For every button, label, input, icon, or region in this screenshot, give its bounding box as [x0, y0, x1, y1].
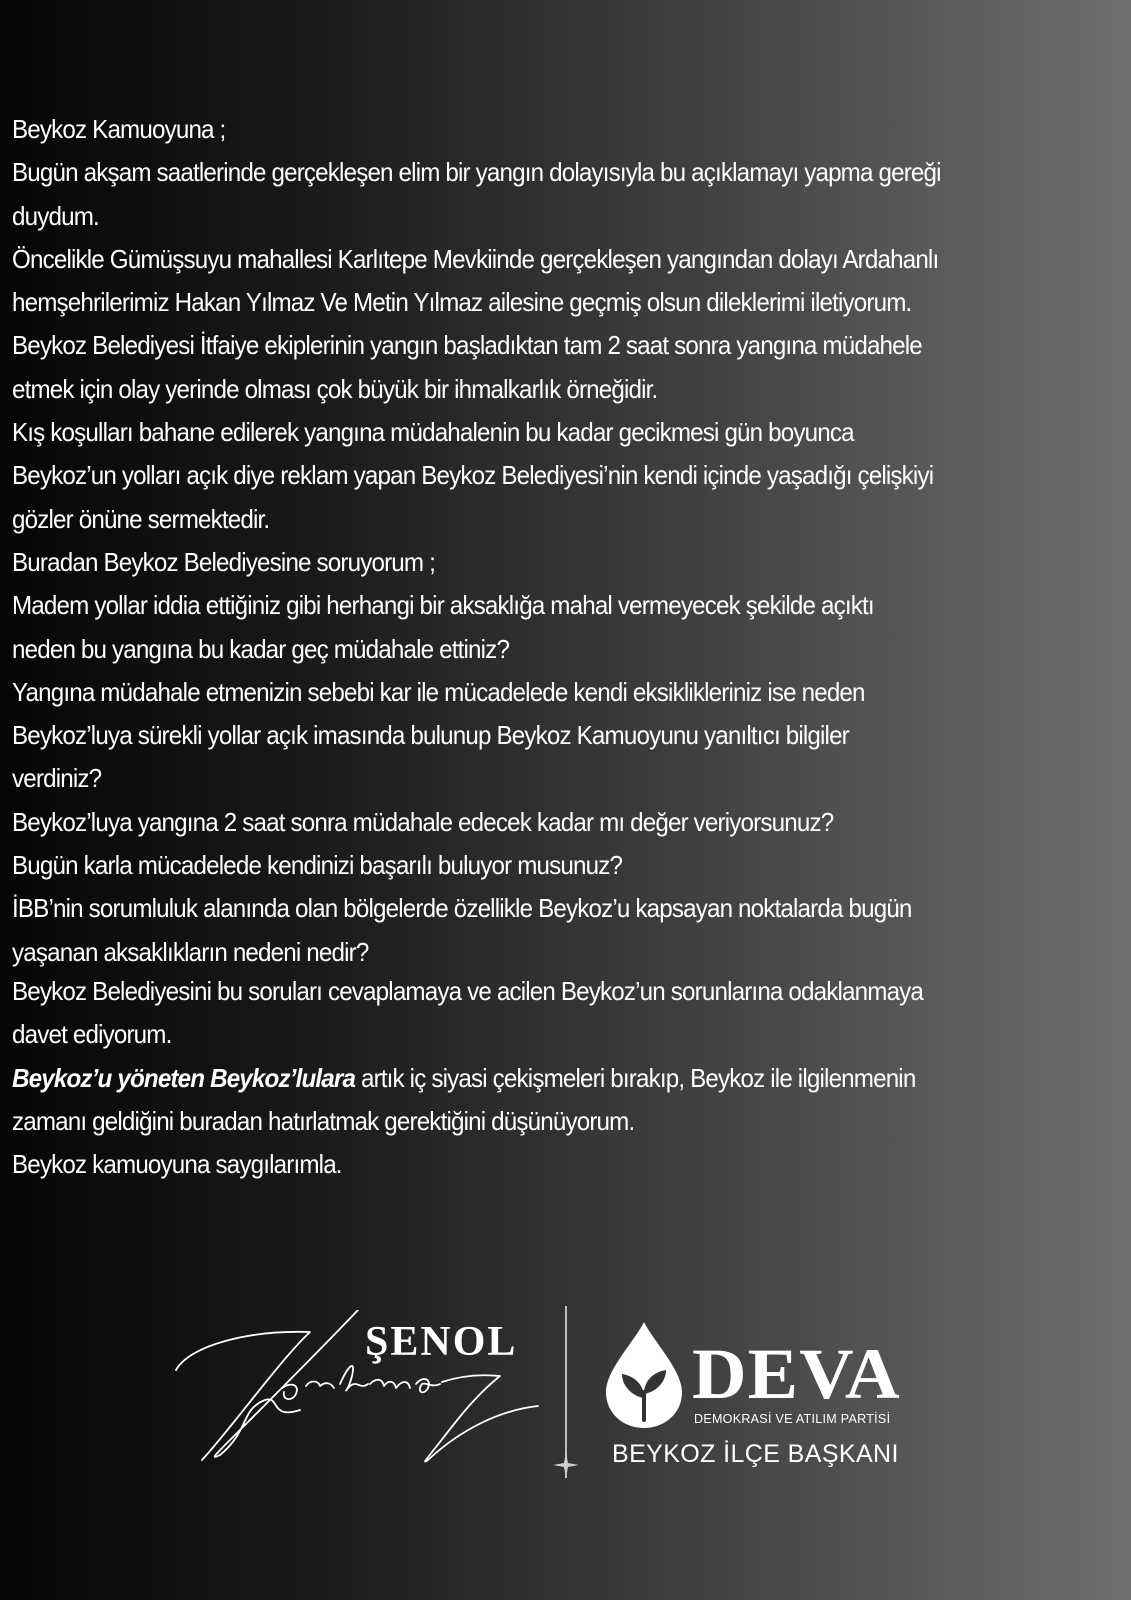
statement-line: Yangına müdahale etmenizin sebebi kar ile mücadelede kendi eksiklikleriniz ise neden: [12, 676, 865, 707]
party-block: [604, 1320, 924, 1480]
statement-line: verdiniz?: [12, 763, 102, 794]
statement-line: Buradan Beykoz Belediyesine soruyorum ;: [12, 546, 435, 577]
emphasis-text: Beykoz’u yöneten Beykoz’lulara: [12, 1062, 356, 1093]
statement-line: Öncelikle Gümüşsuyu mahallesi Karlıtepe Mevkiinde gerçekleşen yangından dolayı Ardahanlı: [12, 243, 939, 274]
statement-line: Bugün akşam saatlerinde gerçekleşen elim bir yangın dolayısıyla bu açıklamayı yapma gereği: [12, 157, 941, 188]
party-name: DEVA: [692, 1334, 901, 1414]
party-role: BEYKOZ İLÇE BAŞKANI: [612, 1440, 899, 1468]
statement-line: zamanı geldiğini buradan hatırlatmak gerektiğini düşünüyorum.: [12, 1105, 635, 1136]
statement-line: Beykoz’luya yangına 2 saat sonra müdahale edecek kadar mı değer veriyorsunuz?: [12, 806, 834, 837]
emphasis-rest: artık iç siyasi çekişmeleri bırakıp, Beykoz ile ilgilenmenin: [355, 1062, 916, 1093]
statement-line: Madem yollar iddia ettiğiniz gibi herhangi bir aksaklığa mahal vermeyecek şekilde açıktı: [12, 590, 874, 621]
statement-body: [12, 108, 1122, 1186]
statement-line: Beykoz kamuoyuna saygılarımla.: [12, 1149, 342, 1180]
statement-line: Kış koşulları bahane edilerek yangına müdahalenin bu kadar gecikmesi gün boyunca: [12, 417, 854, 448]
sparkle-star-icon: [553, 1452, 579, 1478]
handwritten-signature-icon: [170, 1310, 550, 1510]
statement-line: İBB’nin sorumluluk alanında olan bölgelerde özellikle Beykoz’u kapsayan noktalarda bugün: [12, 893, 912, 924]
statement-line: yaşanan aksaklıkların nedeni nedir?: [12, 936, 369, 967]
signature-first-name: ŞENOL: [365, 1319, 518, 1365]
statement-line: gözler önüne sermektedir.: [12, 503, 270, 534]
statement-line: neden bu yangına bu kadar geç müdahale ettiniz?: [12, 633, 510, 664]
statement-line: hemşehrilerimiz Hakan Yılmaz Ve Metin Yılmaz ailesine geçmiş olsun dileklerimi iletiyorum.: [12, 287, 912, 318]
statement-emphasis-line: [12, 1057, 1044, 1100]
statement-line: etmek için olay yerinde olması çok büyük bir ihmalkarlık örneğidir.: [12, 373, 658, 404]
signature: [170, 1310, 550, 1510]
statement-line: Beykoz’un yolları açık diye reklam yapan Beykoz Belediyesi’nin kendi içinde yaşadığı çelişkiyi: [12, 460, 934, 491]
statement-line: Bugün karla mücadelede kendinizi başarılı buluyor musunuz?: [12, 850, 623, 881]
statement-line: Beykoz Belediyesini bu soruları cevaplamaya ve acilen Beykoz’un sorunlarına odaklanmaya: [12, 975, 924, 1006]
statement-line: Beykoz’luya sürekli yollar açık imasında bulunup Beykoz Kamuoyunu yanıltıcı bilgiler: [12, 720, 849, 751]
statement-line: davet ediyorum.: [12, 1019, 172, 1050]
footer: [0, 1310, 1131, 1510]
statement-line: duydum.: [12, 200, 99, 231]
party-subtitle: DEMOKRASİ VE ATILIM PARTİSİ: [694, 1412, 891, 1426]
statement-line: Beykoz Kamuoyuna ;: [12, 114, 226, 144]
statement-line: Beykoz Belediyesi İtfaiye ekiplerinin yangın başladıktan tam 2 saat sonra yangına müdahele: [12, 330, 922, 361]
water-drop-leaf-icon: [604, 1320, 684, 1430]
